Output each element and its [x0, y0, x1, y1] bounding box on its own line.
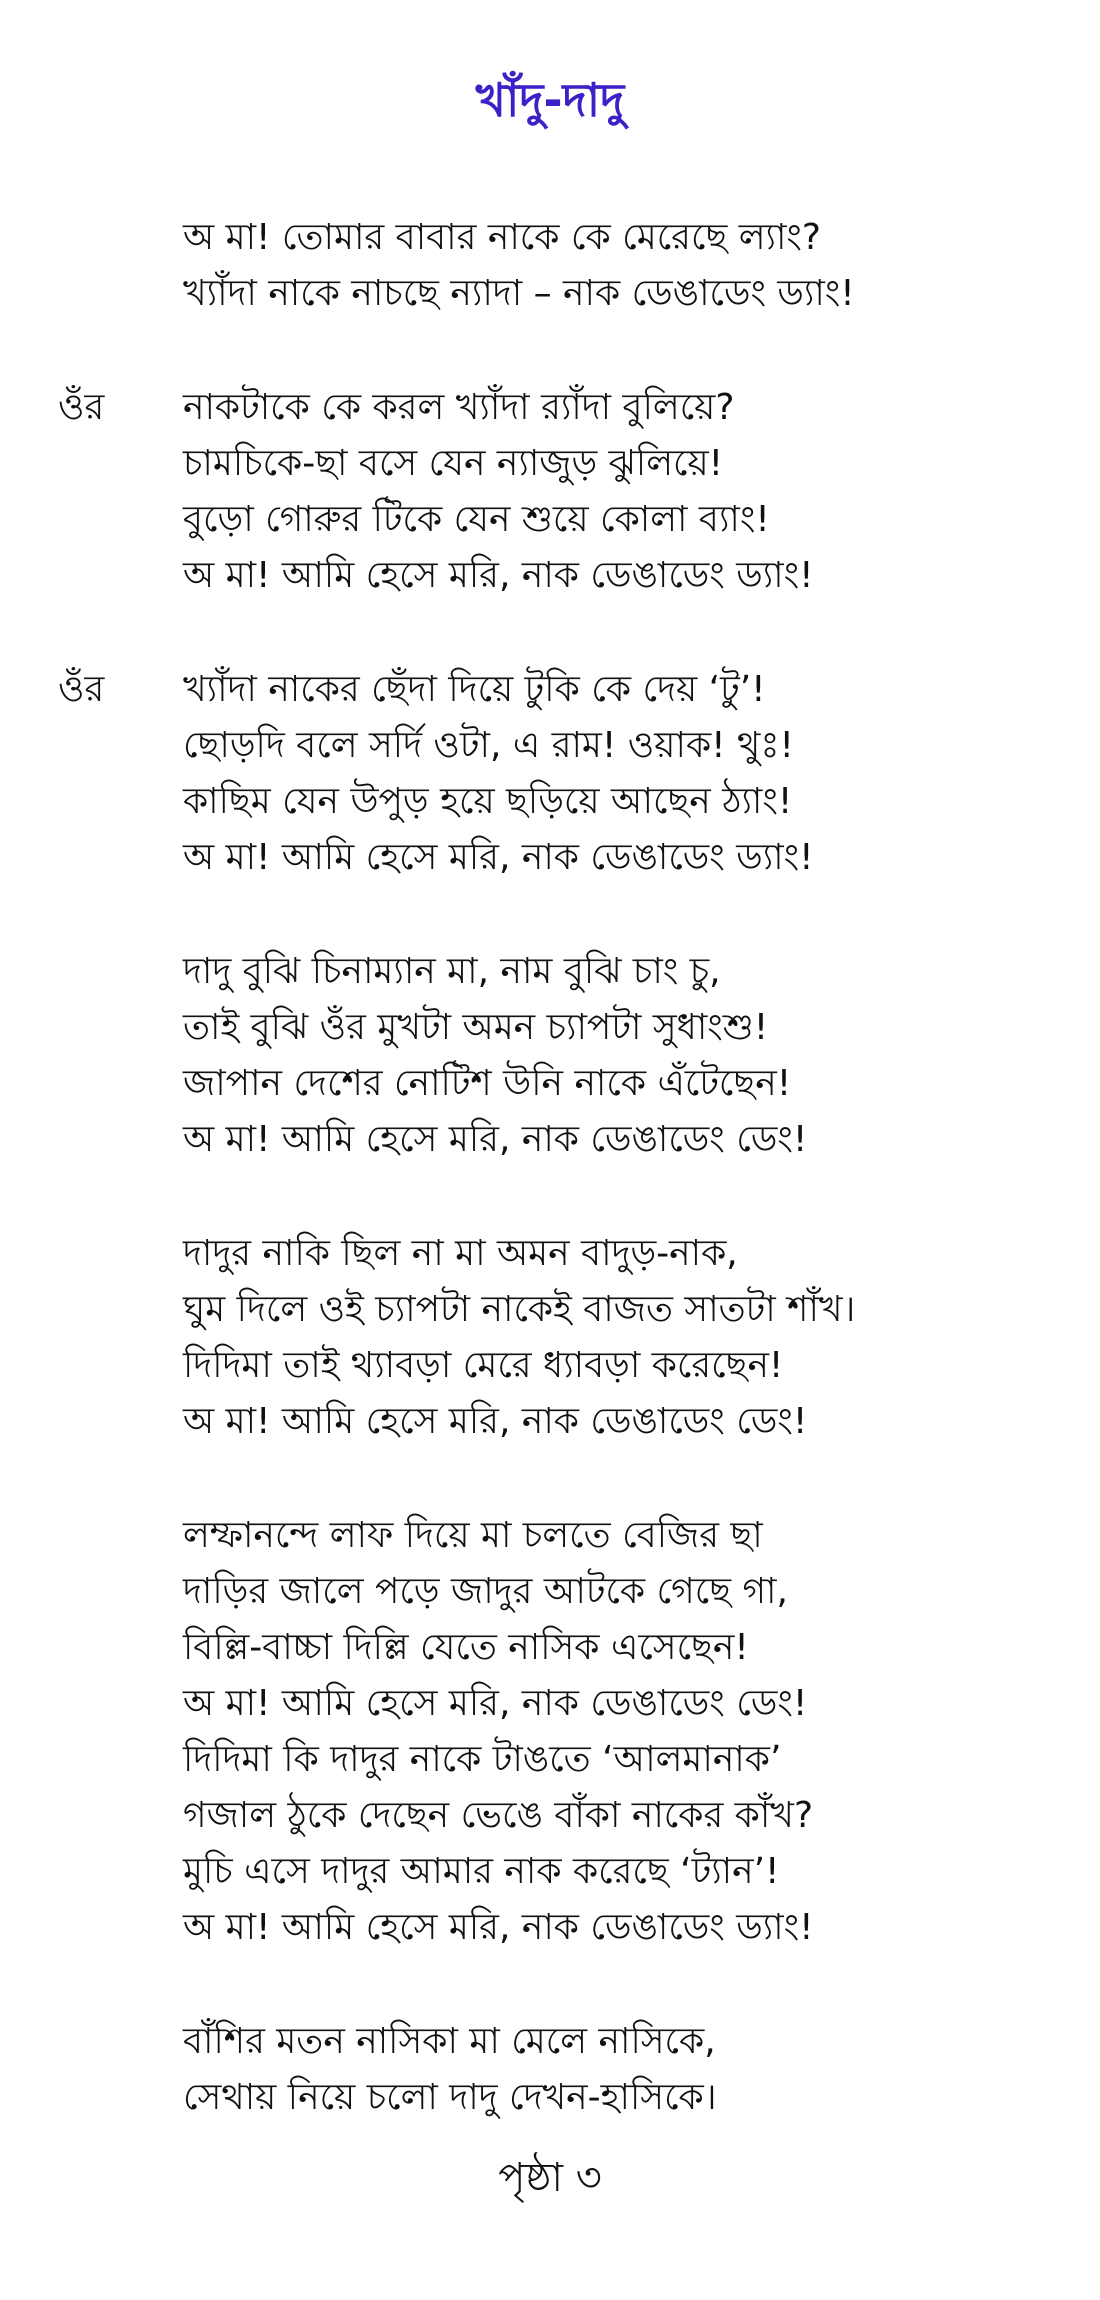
stanza-1	[0, 210, 1100, 322]
poem-line: মুচি এসে দাদুর আমার নাক করেছে ‘ট্যান’!	[183, 1851, 780, 1892]
poem-line: অ মা! আমি হেসে মরি, নাক ডেঙাডেং ডেং!	[183, 1683, 808, 1724]
poem-line: বুড়ো গোরুর টিকে যেন শুয়ে কোলা ব্যাং!	[183, 499, 770, 540]
stanza-7	[0, 2014, 1100, 2126]
poem-line: কাছিম যেন উপুড় হয়ে ছড়িয়ে আছেন ঠ্যাং!	[183, 781, 793, 822]
poem-line: অ মা! আমি হেসে মরি, নাক ডেঙাডেং ডেং!	[183, 1119, 808, 1160]
poem-line: খ্যাঁদা নাকের ছেঁদা দিয়ে টুকি কে দেয় ‘টু’!	[183, 669, 766, 710]
stanza-prefix: ওঁর	[58, 387, 105, 428]
stanza-prefix: ওঁর	[58, 669, 105, 710]
poem-line: বিল্লি-বাচ্চা দিল্লি যেতে নাসিক এসেছেন!	[183, 1627, 749, 1668]
stanza-6	[0, 1508, 1100, 1956]
poem-title: খাঁদু-দাদু	[475, 73, 625, 127]
poem-line: সেথায় নিয়ে চলো দাদু দেখন-হাসিকে।	[183, 2077, 717, 2118]
poem-line: অ মা! আমি হেসে মরি, নাক ডেঙাডেং ড্যাং!	[183, 555, 814, 596]
poem-line: দিদিমা তাই থ্যাবড়া মেরে ধ্যাবড়া করেছেন!	[183, 1345, 784, 1386]
poem-line: অ মা! আমি হেসে মরি, নাক ডেঙাডেং ড্যাং!	[183, 837, 814, 878]
stanza-5	[0, 1226, 1100, 1450]
poem-line: লম্ফানন্দে লাফ দিয়ে মা চলতে বেজির ছা	[183, 1515, 763, 1556]
poem-line: অ মা! আমি হেসে মরি, নাক ডেঙাডেং ড্যাং!	[183, 1907, 814, 1948]
poem-line: অ মা! তোমার বাবার নাকে কে মেরেছে ল্যাং?	[183, 217, 822, 258]
poem-line: দাড়ির জালে পড়ে জাদুর আটকে গেছে গা,	[183, 1571, 788, 1612]
poem-line: দিদিমা কি দাদুর নাকে টাঙতে ‘আলমানাক’	[183, 1739, 782, 1780]
page-number: পৃষ্ঠা ৩	[498, 2155, 602, 2201]
poem-line: বাঁশির মতন নাসিকা মা মেলে নাসিকে,	[183, 2021, 716, 2062]
poem-line: তাই বুঝি ওঁর মুখটা অমন চ্যাপটা সুধাংশু!	[183, 1007, 769, 1048]
poem-line: ঘুম দিলে ওই চ্যাপটা নাকেই বাজত সাতটা শাঁখ।	[183, 1289, 856, 1330]
poem-line: অ মা! আমি হেসে মরি, নাক ডেঙাডেং ডেং!	[183, 1401, 808, 1442]
poem-line: দাদু বুঝি চিনাম্যান মা, নাম বুঝি চাং চু,	[183, 951, 721, 992]
poem-line: জাপান দেশের নোটিশ উনি নাকে এঁটেছেন!	[183, 1063, 792, 1104]
poem-line: নাকটাকে কে করল খ্যাঁদা র‍্যাঁদা বুলিয়ে?	[183, 387, 735, 428]
stanza-3	[0, 662, 1100, 886]
poem-body	[0, 210, 1100, 2184]
poem-line: দাদুর নাকি ছিল না মা অমন বাদুড়-নাক,	[183, 1233, 738, 1274]
poem-line: খ্যাঁদা নাকে নাচছে ন্যাদা – নাক ডেঙাডেং ড্যাং!	[183, 273, 855, 314]
poem-line: গজাল ঠুকে দেছেন ভেঙে বাঁকা নাকের কাঁখ?	[183, 1795, 814, 1836]
stanza-4	[0, 944, 1100, 1168]
poem-line: চামচিকে-ছা বসে যেন ন্যাজুড় ঝুলিয়ে!	[183, 443, 724, 484]
stanza-2	[0, 380, 1100, 604]
poem-line: ছোড়দি বলে সর্দি ওটা, এ রাম! ওয়াক! থুঃ!	[183, 725, 794, 766]
